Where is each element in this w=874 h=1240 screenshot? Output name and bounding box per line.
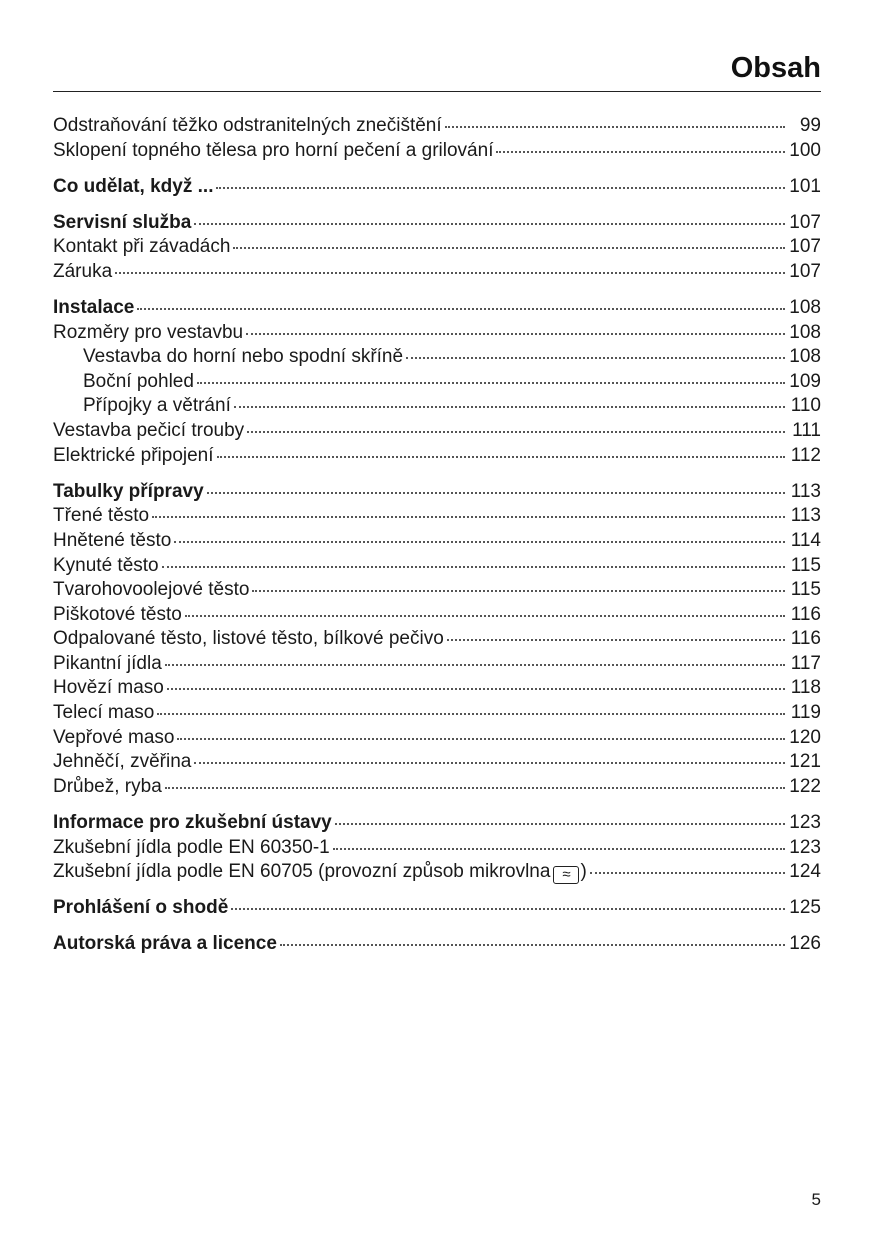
toc-entry-page: 113 [790, 480, 821, 502]
toc-entry-text: Drůbež, ryba [53, 775, 162, 797]
toc-entry[interactable] [53, 345, 821, 370]
toc-entry-page: 107 [789, 260, 821, 282]
toc-entry-text: Tvarohovoolejové těsto [53, 579, 250, 601]
toc-entry-label [53, 296, 134, 321]
toc-entry-text: Vepřové maso [53, 726, 175, 748]
toc-entry[interactable] [53, 726, 821, 751]
toc-entry-page: 108 [789, 346, 821, 368]
toc-entry[interactable] [53, 370, 821, 395]
toc-entry[interactable] [53, 139, 821, 164]
toc-entry[interactable] [53, 394, 821, 419]
toc-entry-label [53, 627, 444, 652]
dot-leader [162, 565, 785, 568]
toc-entry-text: Vestavba pečicí trouby [53, 420, 245, 442]
dot-leader [165, 786, 785, 789]
toc-entry-page: 114 [790, 529, 821, 551]
dot-leader [174, 540, 785, 543]
toc-entry-text: Záruka [53, 260, 113, 282]
toc-entry-label [53, 345, 403, 370]
dot-leader [234, 405, 785, 408]
table-of-contents [53, 114, 821, 957]
toc-entry-page: 117 [790, 652, 821, 674]
toc-entry-label [53, 896, 228, 921]
toc-entry[interactable] [53, 652, 821, 677]
toc-entry-page: 123 [789, 836, 821, 858]
toc-entry-label [53, 726, 174, 751]
toc-entry-label [53, 480, 204, 505]
dot-leader [233, 246, 785, 249]
dot-leader [167, 687, 785, 690]
dot-leader [247, 430, 785, 433]
toc-entry-label [53, 504, 149, 529]
toc-entry-label [53, 235, 230, 260]
toc-entry[interactable] [53, 260, 821, 285]
toc-entry-page: 113 [790, 505, 821, 527]
toc-entry-text: Hovězí maso [53, 677, 164, 699]
toc-entry-page: 101 [789, 175, 821, 197]
toc-entry-page: 119 [790, 702, 821, 724]
toc-entry-page: 123 [789, 811, 821, 833]
toc-entry-label [53, 652, 162, 677]
toc-entry[interactable] [53, 419, 821, 444]
toc-entry-label [53, 444, 214, 469]
toc-entry-text: Odstraňování těžko odstranitelných znečištění [53, 115, 442, 136]
toc-entry-page: 121 [789, 751, 821, 773]
dot-leader [406, 356, 785, 359]
toc-entry-text: Kontakt při závadách [53, 236, 231, 258]
dot-leader [152, 515, 785, 518]
toc-entry-text: Rozměry pro vestavbu [53, 321, 244, 343]
toc-entry-page: 108 [789, 297, 821, 319]
toc-entry-page: 120 [789, 726, 821, 748]
toc-entry-page: 99 [799, 115, 821, 136]
toc-entry[interactable] [53, 235, 821, 260]
toc-entry[interactable] [53, 676, 821, 701]
dot-leader [194, 761, 785, 764]
toc-entry[interactable] [53, 775, 821, 800]
toc-entry-page: 115 [790, 579, 821, 601]
toc-entry-text: Pikantní jídla [53, 652, 162, 674]
toc-entry-text: Prohlášení o shodě [53, 897, 229, 919]
toc-section-entry[interactable] [53, 296, 821, 321]
toc-entry-label [53, 529, 171, 554]
dot-leader [207, 491, 785, 494]
dot-leader [335, 822, 785, 825]
toc-entry-page: 108 [789, 321, 821, 343]
toc-entry-label [53, 321, 243, 346]
microwave-mode-icon: ≈ [553, 866, 579, 884]
toc-entry-label [53, 211, 191, 236]
dot-leader [280, 943, 785, 946]
toc-entry-text: Piškotové těsto [53, 603, 182, 625]
toc-entry-page: 116 [790, 603, 821, 625]
toc-entry[interactable] [53, 444, 821, 469]
toc-entry-text: Jehněčí, zvěřina [53, 751, 192, 773]
toc-entry[interactable] [53, 321, 821, 346]
dot-leader [165, 663, 785, 666]
toc-entry-page: 111 [792, 420, 821, 442]
toc-entry-text: Zkušební jídla podle EN 60705 (provozní způsob mikrovlna [53, 861, 551, 883]
dot-leader [216, 186, 785, 189]
toc-entry-label [53, 676, 164, 701]
toc-entry-label [53, 603, 182, 628]
toc-entry-label [53, 836, 330, 861]
toc-entry-text: Kynuté těsto [53, 554, 159, 576]
toc-entry-label [53, 370, 194, 395]
toc-entry-text: Zkušební jídla podle EN 60350-1 [53, 836, 330, 858]
toc-entry-text: Co udělat, když ... [53, 175, 214, 197]
toc-entry-page: 118 [790, 677, 821, 699]
toc-section-entry[interactable] [53, 175, 821, 200]
toc-entry-page: 100 [789, 139, 821, 161]
toc-entry-page: 115 [790, 554, 821, 576]
toc-entry-text: Informace pro zkušební ústavy [53, 811, 332, 833]
toc-entry-label [53, 139, 493, 164]
toc-entry-text: Autorská práva a licence [53, 933, 277, 955]
toc-entry-page: 107 [789, 236, 821, 258]
toc-entry-label [53, 860, 587, 885]
dot-leader [445, 125, 785, 128]
toc-entry-page: 112 [790, 444, 821, 466]
toc-entry[interactable] [53, 750, 821, 775]
dot-leader [496, 150, 785, 153]
toc-entry-label-suffix: ) [580, 861, 587, 883]
toc-entry-label [53, 260, 112, 285]
toc-entry-text: Elektrické připojení [53, 444, 214, 466]
toc-entry-label [53, 811, 332, 836]
toc-entry[interactable] [53, 860, 821, 885]
toc-section-entry[interactable] [53, 896, 821, 921]
toc-entry[interactable] [53, 578, 821, 603]
toc-section-entry[interactable] [53, 211, 821, 236]
title-divider [53, 91, 821, 92]
toc-entry-label [53, 175, 213, 200]
toc-entry-page: 125 [789, 897, 821, 919]
toc-entry-label [53, 750, 191, 775]
toc-entry-page: 109 [789, 370, 821, 392]
dot-leader [447, 638, 785, 641]
toc-entry[interactable] [53, 114, 821, 139]
toc-entry-text: Třené těsto [53, 505, 150, 527]
dot-leader [246, 332, 785, 335]
toc-entry[interactable] [53, 529, 821, 554]
page-title: Obsah [730, 52, 821, 84]
toc-entry-label [53, 554, 159, 579]
toc-entry-text: Hnětené těsto [53, 529, 172, 551]
toc-entry-label [53, 419, 244, 444]
toc-entry[interactable] [53, 504, 821, 529]
toc-entry-text: Vestavba do horní nebo spodní skříně [83, 346, 404, 368]
toc-entry-text: Boční pohled [83, 370, 194, 392]
dot-leader [137, 307, 785, 310]
toc-entry[interactable] [53, 701, 821, 726]
toc-section-entry[interactable] [53, 480, 821, 505]
toc-entry-label [53, 394, 231, 419]
dot-leader [177, 737, 785, 740]
toc-entry-text: Sklopení topného tělesa pro horní pečení a grilování [53, 139, 494, 161]
toc-section-entry[interactable] [53, 932, 821, 957]
toc-entry-label [53, 701, 154, 726]
toc-entry-page: 124 [789, 861, 821, 883]
toc-entry-page: 116 [790, 628, 821, 650]
toc-entry-page: 126 [789, 933, 821, 955]
dot-leader [590, 871, 785, 874]
toc-entry-page: 110 [790, 395, 821, 417]
toc-entry-text: Tabulky přípravy [53, 480, 204, 502]
dot-leader [194, 222, 785, 225]
toc-entry-label [53, 932, 277, 957]
dot-leader [217, 455, 785, 458]
toc-entry-text: Telecí maso [53, 702, 155, 724]
toc-entry-text: Instalace [53, 297, 135, 319]
dot-leader [115, 271, 785, 274]
toc-entry-label [53, 775, 162, 800]
toc-entry-text: Odpalované těsto, listové těsto, bílkové pečivo [53, 628, 444, 650]
dot-leader [252, 589, 785, 592]
toc-entry-page: 107 [789, 211, 821, 233]
dot-leader [157, 712, 785, 715]
toc-entry[interactable] [53, 836, 821, 861]
toc-section-entry[interactable] [53, 811, 821, 836]
toc-entry-text: Přípojky a větrání [83, 395, 231, 417]
toc-entry-page: 122 [789, 775, 821, 797]
toc-entry[interactable] [53, 603, 821, 628]
page-number: 5 [811, 1190, 821, 1209]
toc-entry-text: Servisní služba [53, 211, 192, 233]
dot-leader [197, 381, 785, 384]
toc-entry[interactable] [53, 627, 821, 652]
toc-entry-label [53, 578, 249, 603]
toc-entry-label [53, 114, 442, 139]
toc-entry[interactable] [53, 554, 821, 579]
dot-leader [185, 614, 785, 617]
dot-leader [333, 847, 785, 850]
dot-leader [231, 907, 785, 910]
